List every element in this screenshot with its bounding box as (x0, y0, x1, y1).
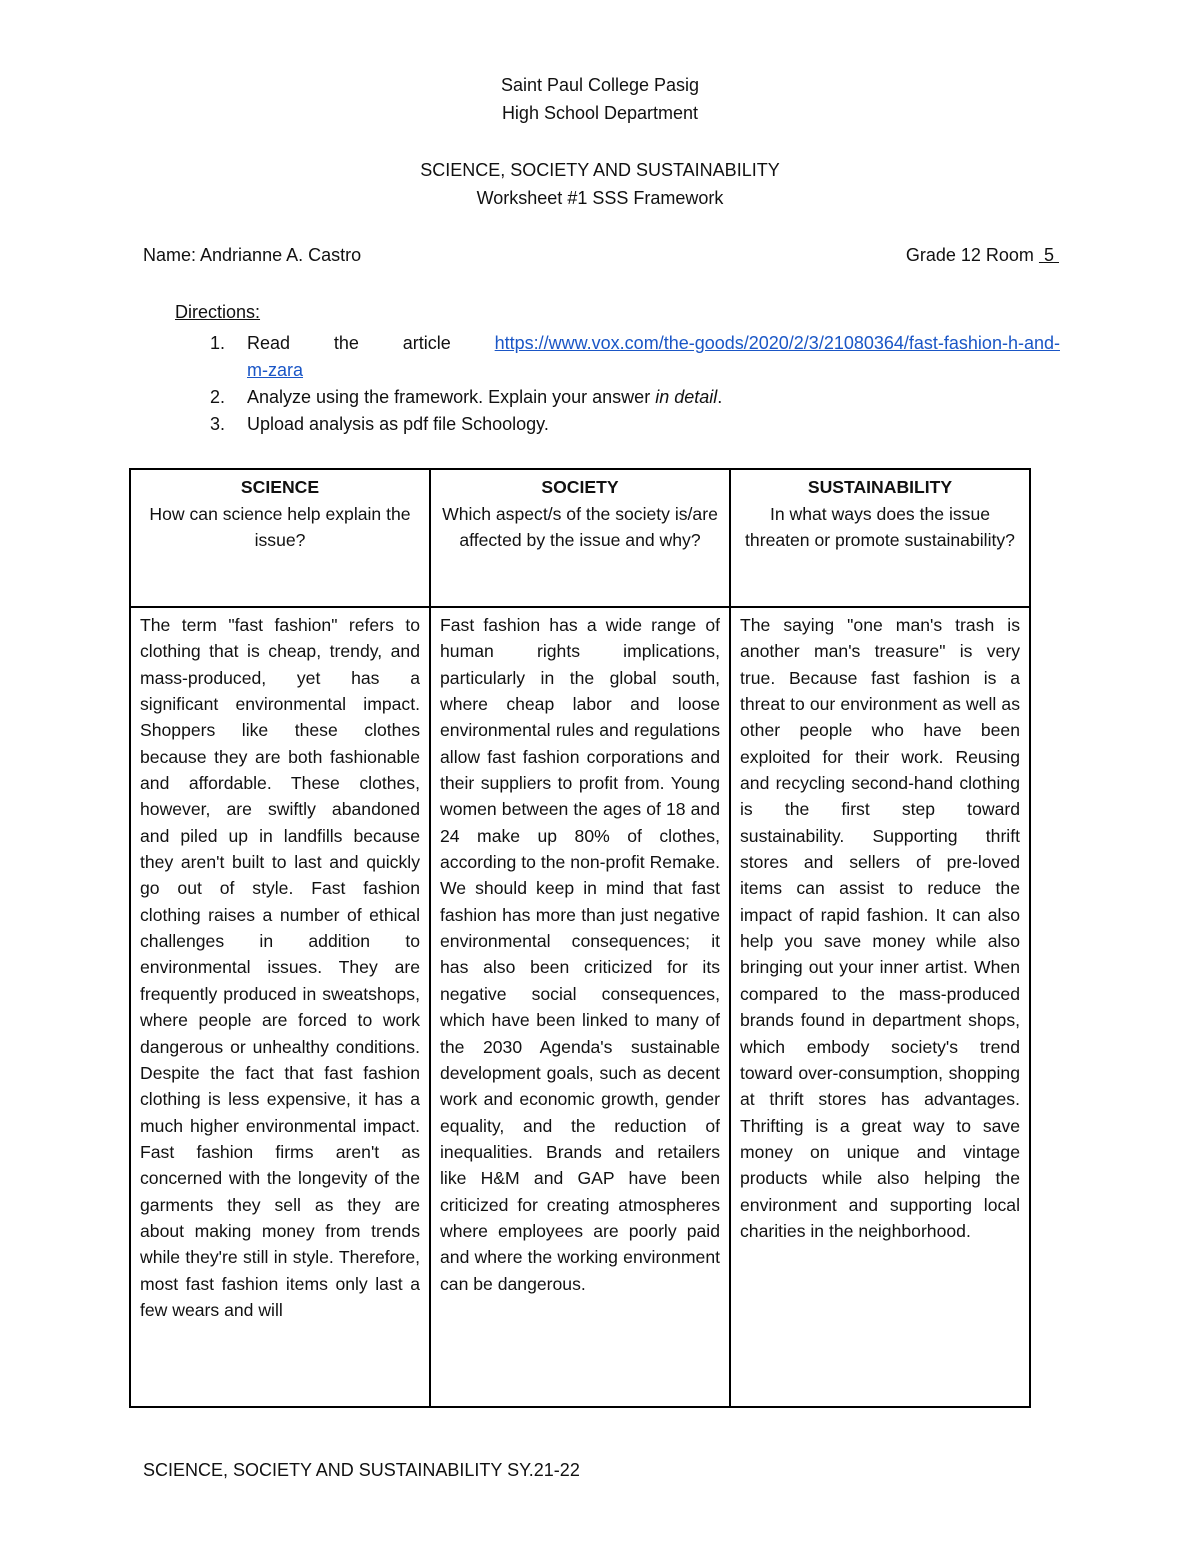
answer-cell-science (130, 607, 430, 1407)
sss-framework-table (129, 468, 1031, 1408)
answer-text: Fast fashion has a wide range of human rights implications, particularly in the global south, where cheap labor and loose environmental rules and regulations allow fast fashion corporations and their suppliers to profit from. Young women between the ages of 18 and 24 make up 80% of clothes, according to the non-profit Remake. We should keep in mind that fast fashion has more than just negative environmental consequences; it has also been criticized for its negative social consequences, which have been linked to many of the 2030 Agenda's sustainable development goals, such as decent work and economic growth, gender equality, and the reduction of inequalities. Brands and retailers like H&M and GAP have been criticized for creating atmospheres where employees are poorly paid and where the working environment can be dangerous. (440, 615, 720, 1294)
header-cell-science (130, 469, 430, 607)
direction-prefix: Read the article (247, 333, 451, 353)
column-title: SOCIETY (541, 477, 619, 497)
worksheet-title: Worksheet #1 SSS Framework (476, 188, 724, 208)
direction-text: Upload analysis as pdf file Schoology. (247, 414, 549, 434)
school-name: Saint Paul College Pasig (500, 75, 700, 95)
answer-cell-society (430, 607, 730, 1407)
student-name: Name: Andrianne A. Castro (143, 245, 362, 265)
header-cell-sustainability (730, 469, 1030, 607)
article-link[interactable]: https://www.vox.com/the-goods/2020/2/3/21080364/fast-fashion-h-and- (494, 333, 1060, 353)
header-cell-society (430, 469, 730, 607)
department-name: High School Department (501, 103, 699, 123)
emphasis-text: in detail (655, 387, 718, 407)
directions-title: Directions: (175, 302, 261, 322)
grade-room (906, 245, 1059, 266)
direction-number: 1. (210, 333, 226, 353)
direction-item-1 (210, 330, 1060, 384)
article-link-continued[interactable]: m-zara (247, 360, 304, 380)
direction-text (247, 330, 1060, 357)
column-question: In what ways does the issue threaten or promote sustainability? (745, 503, 1015, 550)
table-header-row (130, 469, 1030, 607)
column-title: SCIENCE (240, 477, 320, 497)
directions-list (210, 330, 1060, 438)
table-answer-row (130, 607, 1030, 1407)
answer-text: The term "fast fashion" refers to clothing that is cheap, trendy, and mass-produced, yet has a significant environmental impact. Shoppers like these clothes because they are both fashionable and affordable. These clothes, however, are swiftly abandoned and piled up in landfills because they aren't built to last and quickly go out of style. Fast fashion clothing raises a number of ethical challenges in addition to environmental issues. They are frequently produced in sweatshops, where people are forced to work dangerous or unhealthy conditions. Despite the fact that fast fashion clothing is less expensive, it has a much higher environmental impact. Fast fashion firms aren't as concerned with the longevity of the garments they sell as they are about making money from trends while they're still in style. Therefore, most fast fashion items only last a few wears and will (140, 615, 420, 1320)
direction-text: Analyze using the framework. Explain your answer in detail. (247, 387, 723, 407)
direction-item-3 (210, 411, 1060, 438)
direction-number: 3. (210, 414, 226, 434)
page-footer: SCIENCE, SOCIETY AND SUSTAINABILITY SY.21-22 (143, 1460, 580, 1480)
grade-label: Grade 12 Room (905, 245, 1034, 265)
room-number: 5 (1043, 245, 1054, 265)
column-question: How can science help explain the issue? (149, 503, 411, 550)
direction-link-continuation (247, 357, 1060, 384)
column-question: Which aspect/s of the society is/are affected by the issue and why? (442, 503, 718, 550)
column-title: SUSTAINABILITY (807, 477, 953, 497)
course-title: SCIENCE, SOCIETY AND SUSTAINABILITY (420, 160, 780, 180)
answer-cell-sustainability (730, 607, 1030, 1407)
answer-text: The saying "one man's trash is another man's treasure" is very true. Because fast fashion is a threat to our environment as well as other people who have been exploited for their work. Reusing and recycling second-hand clothing is the first step toward sustainability. Supporting thrift stores and sellers of pre-loved items can assist to reduce the impact of rapid fashion. It can also help you save money while also bringing out your inner artist. When compared to the mass-produced brands found in department shops, which embody society's trend toward over-consumption, shopping at thrift stores has advantages. Thrifting is a great way to save money on unique and vintage products while also helping the environment and supporting local charities in the neighborhood. (740, 615, 1020, 1241)
direction-item-2 (210, 384, 1060, 411)
direction-number: 2. (210, 387, 226, 407)
